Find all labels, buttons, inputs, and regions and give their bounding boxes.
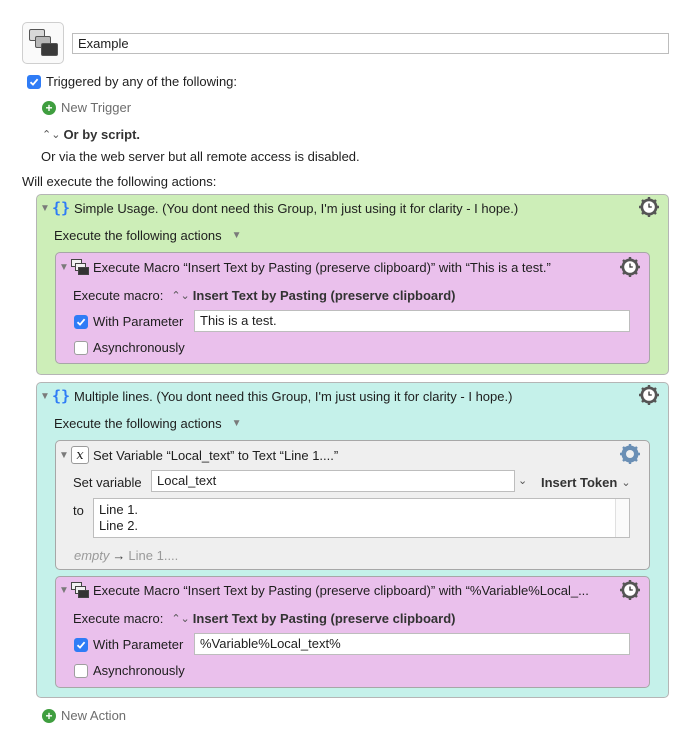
- chevron-down-icon: ⌄: [621, 477, 631, 489]
- action1-header: [59, 259, 551, 276]
- action2-header: [59, 582, 589, 599]
- triggered-label: Triggered by any of the following:: [46, 74, 238, 89]
- set-variable-title: Set Variable “Local_text” to Text “Line 1....”: [93, 447, 339, 463]
- triangle-down-icon[interactable]: ▼: [59, 449, 69, 461]
- group2-execute-popup[interactable]: [54, 416, 242, 431]
- parameter-field[interactable]: %Variable%Local_text%: [194, 633, 630, 655]
- insert-token-label: Insert Token: [541, 475, 618, 490]
- arrow-right-icon: →: [112, 548, 126, 563]
- action2-macro-row: [73, 611, 456, 626]
- action1-macro-popup[interactable]: Insert Text by Pasting (preserve clipboard): [192, 288, 456, 303]
- action2-title: Execute Macro “Insert Text by Pasting (preserve clipboard)” with “%Variable%Local_...: [93, 583, 589, 598]
- action1-macro-row: [73, 288, 456, 303]
- stacked-windows-icon: [71, 259, 89, 276]
- new-action-button[interactable]: [42, 708, 126, 723]
- triggered-checkbox[interactable]: [27, 75, 41, 89]
- parameter-field[interactable]: This is a test.: [194, 310, 630, 332]
- curly-braces-icon: {}: [51, 199, 71, 217]
- chevron-updown-icon: ⌃⌄: [42, 129, 61, 141]
- set-variable-header: [59, 446, 338, 464]
- text-area-scrollbar[interactable]: [615, 499, 629, 537]
- new-trigger-button[interactable]: [42, 100, 131, 115]
- group1-header: [40, 199, 518, 217]
- chevron-updown-icon[interactable]: ⌃⌄: [171, 613, 190, 625]
- action1-async: [74, 340, 185, 355]
- macro-name-field[interactable]: Example: [72, 33, 669, 54]
- preview-row: [74, 548, 178, 563]
- asynchronously-label: Asynchronously: [93, 340, 185, 355]
- preview-empty: empty: [74, 548, 110, 563]
- new-action-label: New Action: [61, 708, 127, 723]
- triangle-down-icon: ▼: [231, 418, 242, 429]
- action1-with-parameter: [74, 314, 183, 329]
- checkmark-icon: [76, 317, 86, 327]
- asynchronously-checkbox[interactable]: [74, 664, 88, 678]
- action1-macro-label: Execute macro:: [73, 288, 164, 303]
- with-parameter-label: With Parameter: [93, 314, 184, 329]
- triangle-down-icon[interactable]: ▼: [59, 585, 69, 596]
- gear-clock-icon[interactable]: [619, 256, 641, 278]
- chevron-updown-icon[interactable]: ⌃⌄: [171, 290, 190, 302]
- text-line-2: Line 2.: [99, 518, 139, 533]
- plus-circle-icon: +: [42, 101, 56, 115]
- triangle-down-icon[interactable]: ▼: [40, 202, 50, 214]
- checkmark-icon: [76, 640, 86, 650]
- or-by-script-label: Or by script.: [63, 127, 141, 142]
- web-server-note: Or via the web server but all remote access is disabled.: [41, 149, 360, 164]
- action2-macro-popup[interactable]: Insert Text by Pasting (preserve clipboard): [192, 611, 456, 626]
- triangle-down-icon[interactable]: ▼: [59, 262, 69, 273]
- triggered-row: [27, 74, 237, 89]
- action1-title: Execute Macro “Insert Text by Pasting (preserve clipboard)” with “This is a test.”: [93, 260, 551, 275]
- plus-circle-icon: +: [42, 709, 56, 723]
- with-parameter-checkbox[interactable]: [74, 638, 88, 652]
- actions-heading: Will execute the following actions:: [22, 174, 217, 189]
- insert-token-button[interactable]: [541, 475, 631, 490]
- preview-result: Line 1....: [128, 548, 179, 563]
- text-value-area[interactable]: [93, 498, 630, 538]
- group1-execute-popup[interactable]: [54, 228, 242, 243]
- new-trigger-label: New Trigger: [61, 100, 132, 115]
- gear-icon[interactable]: [619, 443, 641, 465]
- with-parameter-label: With Parameter: [93, 637, 184, 652]
- group1-title: Simple Usage. (You dont need this Group, I'm just using it for clarity - I hope.): [74, 200, 519, 216]
- triangle-down-icon[interactable]: ▼: [40, 390, 50, 402]
- macro-icon[interactable]: [22, 22, 64, 64]
- triangle-down-icon: ▼: [231, 230, 242, 241]
- set-variable-label: Set variable: [73, 475, 142, 490]
- gear-clock-icon[interactable]: [638, 196, 660, 218]
- variable-name-field[interactable]: Local_text: [151, 470, 515, 492]
- stacked-windows-icon: [71, 582, 89, 599]
- group2-execute-label: Execute the following actions: [54, 416, 222, 431]
- text-line-1: Line 1.: [99, 502, 139, 517]
- gear-clock-icon[interactable]: [619, 579, 641, 601]
- action2-async: [74, 663, 185, 678]
- to-label: to: [73, 503, 84, 518]
- asynchronously-label: Asynchronously: [93, 663, 185, 678]
- group1-execute-label: Execute the following actions: [54, 228, 222, 243]
- action2-macro-label: Execute macro:: [73, 611, 164, 626]
- checkmark-icon: [29, 77, 39, 87]
- chevron-down-icon[interactable]: ⌄: [518, 475, 528, 487]
- group2-title: Multiple lines. (You dont need this Group, I'm just using it for clarity - I hope.): [74, 388, 513, 404]
- or-by-script-popup[interactable]: [42, 127, 140, 142]
- x-variable-icon: 𝑥: [71, 446, 89, 464]
- curly-braces-icon: {}: [51, 387, 71, 405]
- gear-clock-icon[interactable]: [638, 384, 660, 406]
- action2-with-parameter: [74, 637, 183, 652]
- asynchronously-checkbox[interactable]: [74, 341, 88, 355]
- group2-header: [40, 387, 512, 405]
- with-parameter-checkbox[interactable]: [74, 315, 88, 329]
